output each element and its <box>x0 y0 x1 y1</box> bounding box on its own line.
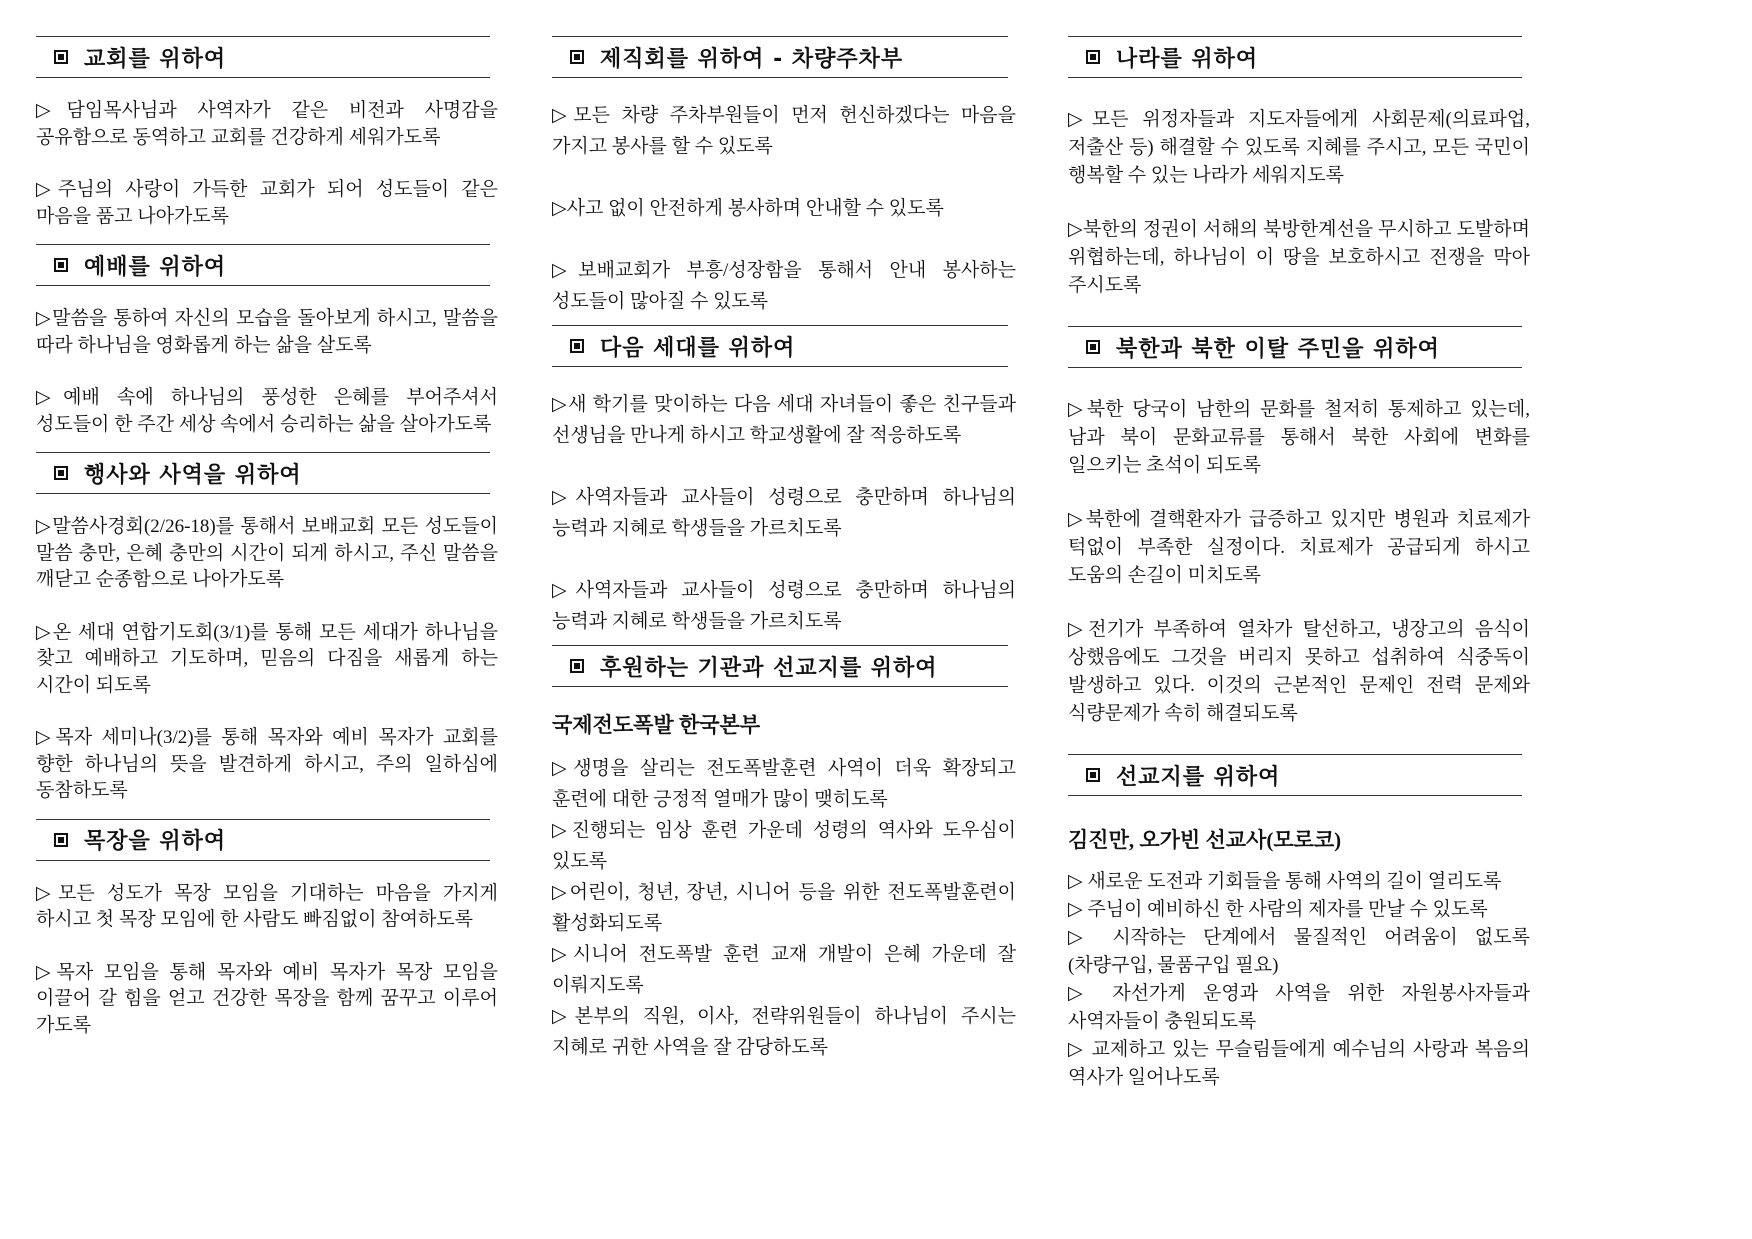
section-body <box>36 306 498 438</box>
square-bullet-icon <box>570 50 584 64</box>
prayer-item: ▷ 주님이 예비하신 한 사람의 제자를 만날 수 있도록 <box>1068 899 1488 920</box>
square-bullet-icon <box>1086 50 1100 64</box>
square-bullet-icon <box>1086 768 1100 782</box>
section-header <box>1068 754 1522 796</box>
section-header <box>1068 326 1522 368</box>
section-header <box>36 452 490 494</box>
section-title: 예배를 위하여 <box>84 254 227 280</box>
column-right <box>1068 36 1530 1118</box>
prayer-item: ▷북한 당국이 남한의 문화를 철저히 통제하고 있는데, 남과 북이 문화교류를 통해서 북한 사회에 변화를 일으키는 초석이 되도록 <box>1068 399 1530 476</box>
prayer-section <box>552 645 1016 1063</box>
square-bullet-icon <box>54 833 68 847</box>
prayer-item: ▷어린이, 청년, 장년, 시니어 등을 위한 전도폭발훈련이 활성화되도록 <box>552 882 1016 934</box>
prayer-item: ▷전기가 부족하여 열차가 탈선하고, 냉장고의 음식이 상했음에도 그것을 버리지 못하고 섭취하여 식중독이 발생하고 있다. 이것의 근본적인 문제인 전력 문제와 식량문제가 속히 해결되도록 <box>1068 619 1530 724</box>
prayer-section <box>36 244 498 438</box>
prayer-item: ▷ 시작하는 단계에서 물질적인 어려움이 없도록 (차량구입, 물품구입 필요) <box>1068 927 1530 976</box>
prayer-item: ▷북한의 정권이 서해의 북방한계선을 무시하고 도발하며 위협하는데, 하나님이 이 땅을 보호하시고 전쟁을 막아 주시도록 <box>1068 219 1530 296</box>
column-left <box>36 36 498 1053</box>
square-bullet-icon <box>570 339 584 353</box>
prayer-item: ▷ 자선가게 운영과 사역을 위한 자원봉사자들과 사역자들이 충원되도록 <box>1068 983 1530 1032</box>
prayer-item: ▷보배교회가 부흥/성장함을 통해서 안내 봉사하는 성도들이 많아질 수 있도록 <box>552 260 1016 312</box>
column-middle <box>552 36 1016 1071</box>
section-title: 목장을 위하여 <box>84 829 227 854</box>
section-title: 북한과 북한 이탈 주민을 위하여 <box>1116 336 1440 362</box>
section-body <box>36 881 498 1040</box>
square-bullet-icon <box>54 50 68 64</box>
prayer-item: ▷목자 모임을 통해 목자와 예비 목자가 목장 모임을 이끌어 갈 힘을 얻고 건강한 목장을 함께 꿈꾸고 이루어 가도록 <box>36 961 498 1036</box>
square-bullet-icon <box>570 659 584 673</box>
section-title: 선교지를 위하여 <box>1116 764 1281 790</box>
prayer-item: ▷말씀을 통하여 자신의 모습을 돌아보게 하시고, 말씀을 따라 하나님을 영화롭게 하는 삶을 살도록 <box>36 308 498 356</box>
prayer-section <box>36 819 498 1040</box>
section-body <box>1068 824 1530 1092</box>
prayer-section <box>1068 36 1530 300</box>
prayer-item: ▷주님의 사랑이 가득한 교회가 되어 성도들이 같은 마음을 품고 나아가도록 <box>36 179 498 227</box>
section-title: 후원하는 기관과 선교지를 위하여 <box>600 655 938 681</box>
section-header <box>552 36 1008 78</box>
section-body <box>1068 106 1530 300</box>
section-title: 행사와 사역을 위하여 <box>84 462 302 488</box>
prayer-item: ▷목자 세미나(3/2)를 통해 목자와 예비 목자가 교회를 향한 하나님의 뜻을 발견하게 하시고, 주의 일하심에 동참하도록 <box>36 727 498 801</box>
prayer-item: ▷시니어 전도폭발 훈련 교재 개발이 은혜 가운데 잘 이뤄지도록 <box>552 944 1016 996</box>
prayer-item: ▷담임목사님과 사역자가 같은 비전과 사명감을 공유함으로 동역하고 교회를 건강하게 세워가도록 <box>36 100 498 148</box>
section-title: 교회를 위하여 <box>84 46 227 72</box>
section-body <box>36 514 498 805</box>
prayer-item: ▷본부의 직원, 이사, 전략위원들이 하나님이 주시는 지혜로 귀한 사역을 잘 감당하도록 <box>552 1006 1016 1058</box>
section-header <box>552 325 1008 367</box>
section-body <box>552 709 1016 1063</box>
prayer-section <box>1068 326 1530 728</box>
prayer-section <box>552 325 1016 637</box>
section-header <box>36 819 490 861</box>
prayer-item: ▷사고 없이 안전하게 봉사하며 안내할 수 있도록 <box>552 198 944 219</box>
prayer-item: ▷예배 속에 하나님의 풍성한 은혜를 부어주셔서 성도들이 한 주간 세상 속에서 승리하는 삶을 살아가도록 <box>36 387 498 435</box>
prayer-item: ▷사역자들과 교사들이 성령으로 충만하며 하나님의 능력과 지혜로 학생들을 가르치도록 <box>552 487 1016 539</box>
prayer-item: ▷진행되는 임상 훈련 가운데 성령의 역사와 도우심이 있도록 <box>552 820 1016 872</box>
square-bullet-icon <box>1086 340 1100 354</box>
prayer-item: ▷모든 위정자들과 지도자들에게 사회문제(의료파업, 저출산 등) 해결할 수 있도록 지혜를 주시고, 모든 국민이 행복할 수 있는 나라가 세워지도록 <box>1068 109 1530 186</box>
prayer-item: ▷사역자들과 교사들이 성령으로 충만하며 하나님의 능력과 지혜로 학생들을 가르치도록 <box>552 580 1016 632</box>
square-bullet-icon <box>54 258 68 272</box>
prayer-item: ▷온 세대 연합기도회(3/1)를 통해 모든 세대가 하나님을 찾고 예배하고 기도하며, 믿음의 다짐을 새롭게 하는 시간이 되도록 <box>36 621 498 696</box>
prayer-item: ▷ 새로운 도전과 기회들을 통해 사역의 길이 열리도록 <box>1068 871 1502 892</box>
prayer-item: ▷말씀사경회(2/26-18)를 통해서 보배교회 모든 성도들이 말씀 충만, 은혜 충만의 시간이 되게 하시고, 주신 말씀을 깨닫고 순종함으로 나아가도록 <box>36 516 498 590</box>
section-title: 나라를 위하여 <box>1116 46 1259 72</box>
section-header <box>36 36 490 78</box>
section-body <box>552 389 1016 637</box>
prayer-section <box>552 36 1016 317</box>
prayer-item: ▷생명을 살리는 전도폭발훈련 사역이 더욱 확장되고 훈련에 대한 긍정적 열매가 많이 맺히도록 <box>552 758 1016 810</box>
section-header <box>1068 36 1522 78</box>
section-title: 제직회를 위하여 - 차량주차부 <box>600 46 904 72</box>
section-body <box>1068 396 1530 728</box>
prayer-section <box>36 36 498 230</box>
section-subtitle: 국제전도폭발 한국본부 <box>552 713 761 737</box>
prayer-item: ▷모든 성도가 목장 모임을 기대하는 마음을 가지게 하시고 첫 목장 모임에 한 사람도 빠짐없이 참여하도록 <box>36 882 498 930</box>
section-body <box>552 100 1016 317</box>
prayer-section <box>1068 754 1530 1092</box>
section-header <box>552 645 1008 687</box>
prayer-item: ▷모든 차량 주차부원들이 먼저 헌신하겠다는 마음을 가지고 봉사를 할 수 있도록 <box>552 105 1016 157</box>
prayer-item: ▷ 교제하고 있는 무슬림들에게 예수님의 사랑과 복음의 역사가 일어나도록 <box>1068 1039 1530 1088</box>
section-title: 다음 세대를 위하여 <box>600 335 796 361</box>
prayer-section <box>36 452 498 805</box>
section-header <box>36 244 490 286</box>
section-subtitle: 김진만, 오가빈 선교사(모로코) <box>1068 828 1342 852</box>
prayer-item: ▷새 학기를 맞이하는 다음 세대 자녀들이 좋은 친구들과 선생님을 만나게 하시고 학교생활에 잘 적응하도록 <box>552 394 1016 446</box>
section-body <box>36 98 498 230</box>
prayer-item: ▷북한에 결핵환자가 급증하고 있지만 병원과 치료제가 턱없이 부족한 실정이다. 치료제가 공급되게 하시고 도움의 손길이 미치도록 <box>1068 509 1530 586</box>
square-bullet-icon <box>54 466 68 480</box>
